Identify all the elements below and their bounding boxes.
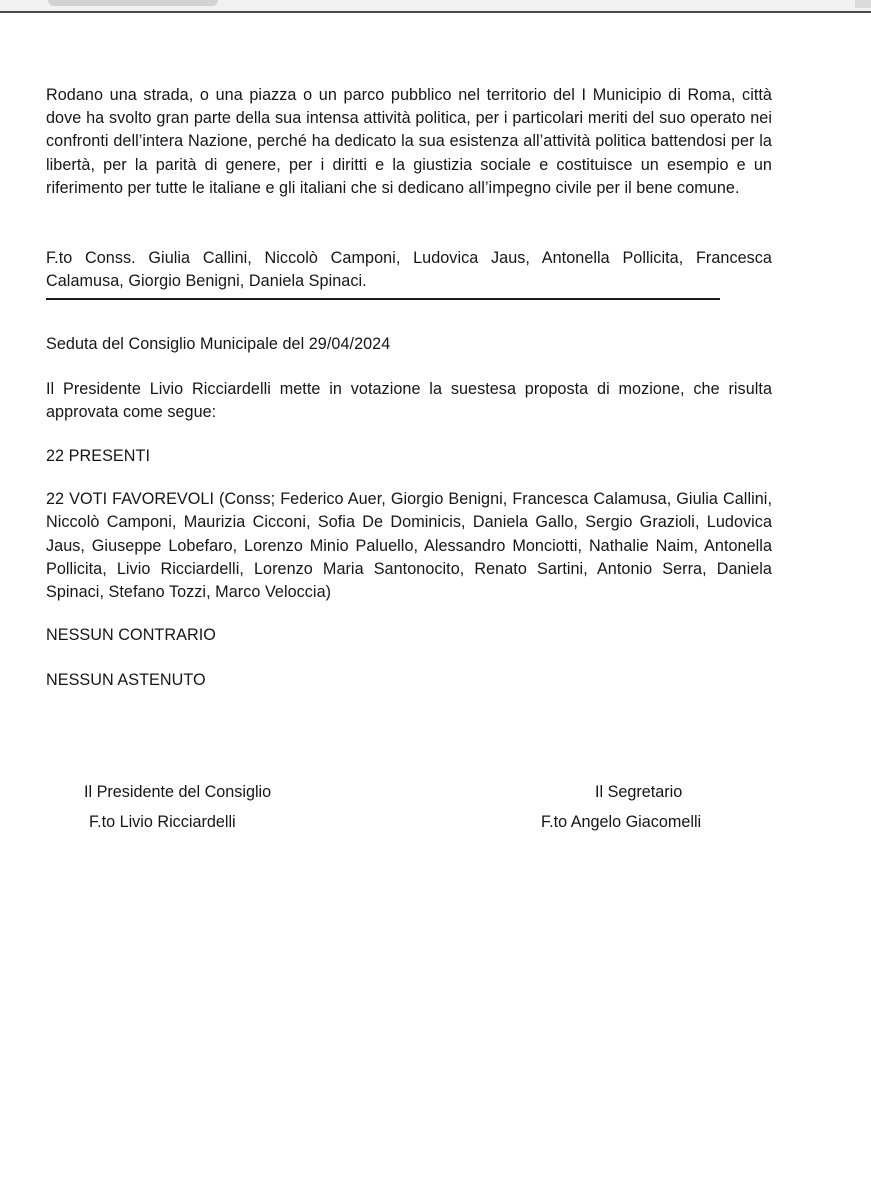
attendance-count: 22 PRESENTI	[46, 447, 151, 466]
vote-introduction: Il Presidente Livio Ricciardelli mette in votazione la suestesa proposta di mozione, che risulta approvata come segue:	[46, 379, 772, 421]
favorable-votes: 22 VOTI FAVOREVOLI (Conss; Federico Auer, Giorgio Benigni, Francesca Calamusa, Giulia Callini, Niccolò Camponi, Maurizia Cicconi, Sofia De Dominicis, Daniela Gallo, Sergio Grazioli, Ludovica Jaus, Giuseppe Lobefaro, Lorenzo Minio Paluello, Alessandro Monciotti, Nathalie Naim, Antonella Pollicita, Livio Ricciardelli, Lorenzo Maria Santonocito, Renato Sartini, Antonio Serra, Daniela Spinaci, Stefano Tozzi, Marco Veloccia)	[46, 490, 772, 602]
signers-paragraph: F.to Conss. Giulia Callini, Niccolò Camponi, Ludovica Jaus, Antonella Pollicita, Francesca Calamusa, Giorgio Benigni, Daniela Spinaci.	[46, 249, 772, 291]
separator-line	[46, 298, 720, 300]
document-page	[46, 84, 772, 693]
motion-intro-paragraph: Rodano una strada, o una piazza o un parco pubblico nel territorio del I Municipio di Roma, città dove ha svolto gran parte della sua intensa attività politica, per i particolari meriti del suo operato nei confronti dell’intera Nazione, perché ha dedicato la sua esistenza all’attività politica battendosi per la libertà, per la parità di genere, per i diritti e la giustizia sociale e costituisce un esempio e un riferimento per tutte le italiane e gli italiani che si dedicano all’impegno civile per il bene comune.	[46, 86, 772, 197]
viewer-tab-handle[interactable]	[48, 0, 218, 6]
president-role: Il Presidente del Consiglio	[84, 783, 272, 801]
president-signature: F.to Livio Ricciardelli	[89, 813, 236, 831]
secretary-signature: F.to Angelo Giacomelli	[541, 813, 702, 831]
viewer-top-bar	[0, 0, 871, 13]
contrary-votes: NESSUN CONTRARIO	[46, 626, 216, 645]
abstentions: NESSUN ASTENUTO	[46, 671, 206, 690]
session-date: Seduta del Consiglio Municipale del 29/04/2024	[46, 335, 391, 354]
viewer-corner-grip[interactable]	[855, 0, 871, 8]
secretary-role: Il Segretario	[595, 783, 683, 801]
